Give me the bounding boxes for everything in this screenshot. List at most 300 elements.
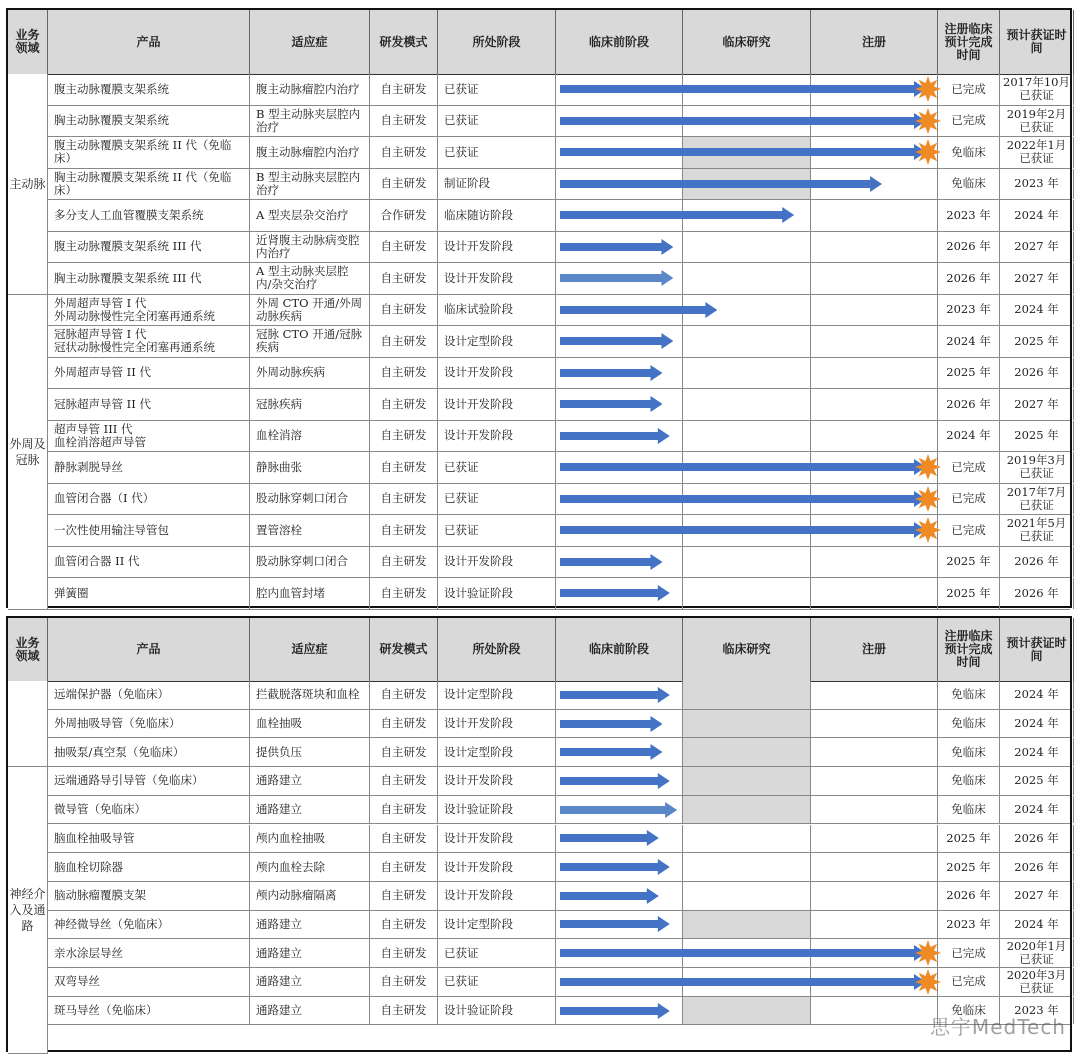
phase-cell	[683, 882, 811, 910]
expected-certification: 2027 年	[1000, 882, 1074, 910]
phase-cell	[683, 389, 811, 420]
current-stage: 制证阶段	[438, 169, 556, 200]
table-row	[8, 939, 1070, 968]
product-name: 远端通路导引导管（免临床）	[48, 767, 250, 795]
header-cell: 研发模式	[370, 618, 438, 681]
phase-cell	[683, 681, 811, 709]
phase-cell	[811, 710, 938, 738]
clinical-completion: 2026 年	[938, 232, 1000, 263]
expected-certification: 2019年2月已获证	[1000, 106, 1074, 137]
expected-certification: 2027 年	[1000, 232, 1074, 263]
table-row	[8, 547, 1070, 579]
progress-arrow	[560, 554, 662, 570]
phase-cell	[683, 767, 811, 795]
expected-certification: 2025 年	[1000, 421, 1074, 452]
rd-mode: 自主研发	[370, 882, 438, 910]
phase-cell	[811, 263, 938, 294]
product-name: 腹主动脉覆膜支架系统 III 代	[48, 232, 250, 263]
phase-cell	[811, 200, 938, 231]
phase-cell	[811, 358, 938, 389]
indication: 颅内血栓抽吸	[250, 825, 370, 853]
phase-cell	[683, 710, 811, 738]
business-segment: 主动脉	[8, 74, 48, 295]
header-cell: 注册	[811, 618, 938, 681]
clinical-completion: 2023 年	[938, 911, 1000, 939]
rd-mode: 自主研发	[370, 968, 438, 996]
expected-certification: 2025 年	[1000, 767, 1074, 795]
business-segment	[8, 681, 48, 767]
expected-certification: 2017年10月已获证	[1000, 74, 1074, 105]
product-name: 血管闭合器 II 代	[48, 547, 250, 578]
progress-arrow	[560, 176, 882, 192]
header-cell: 适应症	[250, 10, 370, 74]
indication: 血栓抽吸	[250, 710, 370, 738]
indication: 外周动脉疾病	[250, 358, 370, 389]
clinical-completion: 2024 年	[938, 326, 1000, 357]
expected-certification: 2017年7月已获证	[1000, 484, 1074, 515]
product-name: 外周超声导管 II 代	[48, 358, 250, 389]
table-row	[8, 137, 1070, 169]
header-cell: 业务领域	[8, 618, 48, 681]
table-row	[8, 484, 1070, 516]
progress-arrow	[560, 81, 926, 97]
table-row	[8, 882, 1070, 911]
product-name: 亲水涂层导丝	[48, 939, 250, 967]
progress-arrow	[560, 239, 673, 255]
rd-mode: 自主研发	[370, 515, 438, 546]
clinical-completion: 免临床	[938, 738, 1000, 766]
current-stage: 设计开发阶段	[438, 263, 556, 294]
phase-cell	[811, 997, 938, 1025]
clinical-completion: 免临床	[938, 710, 1000, 738]
clinical-completion: 2025 年	[938, 547, 1000, 578]
current-stage: 设计开发阶段	[438, 358, 556, 389]
progress-arrow	[560, 974, 926, 990]
phase-cell	[683, 578, 811, 609]
phase-cell	[811, 853, 938, 881]
table-row	[8, 578, 1070, 610]
phase-cell	[683, 796, 811, 824]
expected-certification: 2026 年	[1000, 358, 1074, 389]
current-stage: 已获证	[438, 74, 556, 105]
indication: 腹主动脉瘤腔内治疗	[250, 74, 370, 105]
rd-mode: 自主研发	[370, 358, 438, 389]
expected-certification: 2024 年	[1000, 710, 1074, 738]
progress-arrow	[560, 716, 662, 732]
progress-arrow	[560, 207, 794, 223]
progress-arrow	[560, 830, 659, 846]
clinical-completion: 已完成	[938, 74, 1000, 105]
current-stage: 已获证	[438, 515, 556, 546]
phase-cell	[683, 326, 811, 357]
indication: 股动脉穿刺口闭合	[250, 484, 370, 515]
phase-cell	[811, 681, 938, 709]
progress-arrow	[560, 144, 926, 160]
progress-arrow	[560, 773, 670, 789]
expected-certification: 2024 年	[1000, 200, 1074, 231]
product-name: 弹簧圈	[48, 578, 250, 609]
product-name: 一次性使用输注导管包	[48, 515, 250, 546]
progress-arrow	[560, 1003, 670, 1019]
progress-arrow	[560, 428, 670, 444]
header-cell: 适应症	[250, 618, 370, 681]
indication: 股动脉穿刺口闭合	[250, 547, 370, 578]
phase-cell	[811, 825, 938, 853]
product-name: 胸主动脉覆膜支架系统 III 代	[48, 263, 250, 294]
current-stage: 设计定型阶段	[438, 681, 556, 709]
indication: 通路建立	[250, 796, 370, 824]
clinical-completion: 免临床	[938, 997, 1000, 1025]
phase-cell	[811, 547, 938, 578]
phase-cell	[683, 911, 811, 939]
certified-star-icon	[915, 517, 941, 543]
current-stage: 已获证	[438, 968, 556, 996]
expected-certification: 2024 年	[1000, 796, 1074, 824]
phase-cell	[811, 767, 938, 795]
table-row	[8, 295, 1070, 327]
certified-star-icon	[915, 454, 941, 480]
product-name: 胸主动脉覆膜支架系统	[48, 106, 250, 137]
rd-mode: 自主研发	[370, 939, 438, 967]
table-row	[8, 997, 1070, 1026]
phase-cell	[811, 738, 938, 766]
table-row	[8, 389, 1070, 421]
table-row	[8, 853, 1070, 882]
phase-cell	[811, 911, 938, 939]
indication: 置管溶栓	[250, 515, 370, 546]
product-name: 多分支人工血管覆膜支架系统	[48, 200, 250, 231]
clinical-completion: 免临床	[938, 137, 1000, 168]
product-name: 远端保护器（免临床）	[48, 681, 250, 709]
clinical-completion: 2025 年	[938, 853, 1000, 881]
rd-mode: 自主研发	[370, 681, 438, 709]
header-cell: 临床研究	[683, 618, 811, 681]
header-cell: 预计获证时间	[1000, 618, 1074, 681]
clinical-completion: 已完成	[938, 106, 1000, 137]
progress-arrow	[560, 859, 670, 875]
indication: 外周 CTO 开通/外周动脉疾病	[250, 295, 370, 326]
progress-arrow	[560, 687, 670, 703]
clinical-completion: 已完成	[938, 939, 1000, 967]
phase-cell	[811, 578, 938, 609]
indication: 拦截脱落斑块和血栓	[250, 681, 370, 709]
expected-certification: 2020年1月已获证	[1000, 939, 1074, 967]
expected-certification: 2025 年	[1000, 326, 1074, 357]
current-stage: 设计开发阶段	[438, 547, 556, 578]
rd-mode: 自主研发	[370, 853, 438, 881]
phase-cell	[683, 853, 811, 881]
certified-star-icon	[915, 940, 941, 966]
indication: A 型主动脉夹层腔内/杂交治疗	[250, 263, 370, 294]
indication: 血栓消溶	[250, 421, 370, 452]
expected-certification: 2023 年	[1000, 997, 1074, 1025]
indication: 静脉曲张	[250, 452, 370, 483]
clinical-completion: 免临床	[938, 681, 1000, 709]
phase-cell	[683, 997, 811, 1025]
current-stage: 临床随访阶段	[438, 200, 556, 231]
expected-certification: 2026 年	[1000, 547, 1074, 578]
progress-arrow	[560, 744, 662, 760]
indication: 通路建立	[250, 997, 370, 1025]
clinical-completion: 2026 年	[938, 882, 1000, 910]
pipeline-table-1	[6, 8, 1072, 608]
phase-cell	[811, 421, 938, 452]
rd-mode: 自主研发	[370, 825, 438, 853]
phase-cell	[683, 547, 811, 578]
progress-arrow	[560, 522, 926, 538]
indication: 腔内血管封堵	[250, 578, 370, 609]
phase-cell	[683, 232, 811, 263]
expected-certification: 2024 年	[1000, 681, 1074, 709]
current-stage: 设计开发阶段	[438, 882, 556, 910]
current-stage: 设计定型阶段	[438, 326, 556, 357]
expected-certification: 2024 年	[1000, 911, 1074, 939]
clinical-completion: 免临床	[938, 796, 1000, 824]
phase-cell	[683, 358, 811, 389]
current-stage: 已获证	[438, 106, 556, 137]
expected-certification: 2026 年	[1000, 578, 1074, 609]
indication: B 型主动脉夹层腔内治疗	[250, 106, 370, 137]
product-name: 斑马导丝（免临床）	[48, 997, 250, 1025]
current-stage: 设计定型阶段	[438, 738, 556, 766]
expected-certification: 2027 年	[1000, 263, 1074, 294]
rd-mode: 自主研发	[370, 169, 438, 200]
current-stage: 设计开发阶段	[438, 853, 556, 881]
indication: 冠脉 CTO 开通/冠脉疾病	[250, 326, 370, 357]
product-name: 脑血栓切除器	[48, 853, 250, 881]
rd-mode: 自主研发	[370, 997, 438, 1025]
progress-arrow	[560, 945, 926, 961]
rd-mode: 自主研发	[370, 232, 438, 263]
expected-certification: 2021年5月已获证	[1000, 515, 1074, 546]
indication: 腹主动脉瘤腔内治疗	[250, 137, 370, 168]
current-stage: 已获证	[438, 137, 556, 168]
clinical-completion: 已完成	[938, 968, 1000, 996]
clinical-completion: 免临床	[938, 767, 1000, 795]
current-stage: 设计定型阶段	[438, 911, 556, 939]
indication: 颅内血栓去除	[250, 853, 370, 881]
table-header	[8, 618, 1070, 682]
table-row	[8, 358, 1070, 390]
rd-mode: 自主研发	[370, 389, 438, 420]
table-row	[8, 968, 1070, 997]
header-cell: 产品	[48, 10, 250, 74]
indication: 通路建立	[250, 911, 370, 939]
product-name: 静脉剥脱导丝	[48, 452, 250, 483]
business-segment: 神经介入及通路	[8, 767, 48, 1054]
rd-mode: 自主研发	[370, 767, 438, 795]
phase-cell	[683, 738, 811, 766]
indication: 近肾腹主动脉病变腔内治疗	[250, 232, 370, 263]
watermark: 思宇MedTech	[929, 1015, 1066, 1039]
certified-star-icon	[915, 76, 941, 102]
progress-arrow	[560, 270, 673, 286]
rd-mode: 自主研发	[370, 295, 438, 326]
rd-mode: 合作研发	[370, 200, 438, 231]
progress-arrow	[560, 802, 677, 818]
product-name: 血管闭合器（I 代）	[48, 484, 250, 515]
header-cell: 研发模式	[370, 10, 438, 74]
product-name: 脑血栓抽吸导管	[48, 825, 250, 853]
progress-arrow	[560, 333, 673, 349]
progress-arrow	[560, 365, 662, 381]
indication: 冠脉疾病	[250, 389, 370, 420]
product-name: 胸主动脉覆膜支架系统 II 代（免临床）	[48, 169, 250, 200]
phase-cell	[811, 232, 938, 263]
table-row	[8, 515, 1070, 547]
table-row	[8, 796, 1070, 825]
clinical-completion: 2023 年	[938, 200, 1000, 231]
current-stage: 设计开发阶段	[438, 767, 556, 795]
table-row	[8, 911, 1070, 940]
progress-arrow	[560, 916, 670, 932]
indication: 提供负压	[250, 738, 370, 766]
table-row	[8, 681, 1070, 710]
product-name: 微导管（免临床）	[48, 796, 250, 824]
rd-mode: 自主研发	[370, 137, 438, 168]
header-cell: 所处阶段	[438, 618, 556, 681]
phase-cell	[811, 882, 938, 910]
header-cell: 注册	[811, 10, 938, 74]
business-segment: 外周及冠脉	[8, 295, 48, 610]
rd-mode: 自主研发	[370, 421, 438, 452]
current-stage: 设计验证阶段	[438, 578, 556, 609]
certified-star-icon	[915, 969, 941, 995]
clinical-completion: 2026 年	[938, 389, 1000, 420]
progress-arrow	[560, 113, 926, 129]
header-cell: 所处阶段	[438, 10, 556, 74]
progress-arrow	[560, 302, 717, 318]
rd-mode: 自主研发	[370, 452, 438, 483]
progress-arrow	[560, 491, 926, 507]
current-stage: 已获证	[438, 452, 556, 483]
header-cell: 预计获证时间	[1000, 10, 1074, 74]
table-row	[8, 232, 1070, 264]
expected-certification: 2024 年	[1000, 295, 1074, 326]
current-stage: 设计开发阶段	[438, 710, 556, 738]
clinical-completion: 2026 年	[938, 263, 1000, 294]
indication: 通路建立	[250, 968, 370, 996]
current-stage: 设计开发阶段	[438, 825, 556, 853]
pipeline-table-2	[6, 616, 1072, 1052]
table-row	[8, 169, 1070, 201]
clinical-completion: 免临床	[938, 169, 1000, 200]
indication: 颅内动脉瘤隔离	[250, 882, 370, 910]
rd-mode: 自主研发	[370, 74, 438, 105]
product-name: 冠脉超声导管 I 代 冠状动脉慢性完全闭塞再通系统	[48, 326, 250, 357]
progress-arrow	[560, 396, 662, 412]
certified-star-icon	[915, 486, 941, 512]
table-row	[8, 326, 1070, 358]
header-cell: 注册临床预计完成时间	[938, 10, 1000, 74]
clinical-completion: 已完成	[938, 484, 1000, 515]
header-cell: 产品	[48, 618, 250, 681]
rd-mode: 自主研发	[370, 796, 438, 824]
table-header	[8, 10, 1070, 75]
indication: 通路建立	[250, 767, 370, 795]
expected-certification: 2019年3月已获证	[1000, 452, 1074, 483]
product-name: 外周抽吸导管（免临床）	[48, 710, 250, 738]
rd-mode: 自主研发	[370, 263, 438, 294]
header-cell: 注册临床预计完成时间	[938, 618, 1000, 681]
rd-mode: 自主研发	[370, 547, 438, 578]
expected-certification: 2023 年	[1000, 169, 1074, 200]
certified-star-icon	[915, 139, 941, 165]
header-cell: 临床前阶段	[556, 10, 683, 74]
indication: 通路建立	[250, 939, 370, 967]
table-row	[8, 263, 1070, 295]
table-row	[8, 710, 1070, 739]
rd-mode: 自主研发	[370, 911, 438, 939]
header-cell: 临床前阶段	[556, 618, 683, 681]
product-name: 超声导管 III 代 血栓消溶超声导管	[48, 421, 250, 452]
current-stage: 设计开发阶段	[438, 232, 556, 263]
table-row	[8, 106, 1070, 138]
phase-cell	[811, 796, 938, 824]
rd-mode: 自主研发	[370, 578, 438, 609]
table-row	[8, 452, 1070, 484]
clinical-completion: 2025 年	[938, 578, 1000, 609]
expected-certification: 2020年3月已获证	[1000, 968, 1074, 996]
certified-star-icon	[915, 108, 941, 134]
progress-arrow	[560, 459, 926, 475]
product-name: 腹主动脉覆膜支架系统	[48, 74, 250, 105]
table-row	[8, 767, 1070, 796]
table-row	[8, 421, 1070, 453]
phase-cell	[811, 326, 938, 357]
rd-mode: 自主研发	[370, 484, 438, 515]
current-stage: 设计开发阶段	[438, 421, 556, 452]
clinical-completion: 2025 年	[938, 825, 1000, 853]
product-name: 抽吸泵/真空泵（免临床）	[48, 738, 250, 766]
rd-mode: 自主研发	[370, 738, 438, 766]
header-cell: 临床研究	[683, 10, 811, 74]
progress-arrow	[560, 888, 659, 904]
rd-mode: 自主研发	[370, 106, 438, 137]
progress-arrow	[560, 585, 670, 601]
table-row	[8, 738, 1070, 767]
indication: A 型夹层杂交治疗	[250, 200, 370, 231]
product-name: 腹主动脉覆膜支架系统 II 代（免临床）	[48, 137, 250, 168]
phase-cell	[683, 825, 811, 853]
header-cell: 业务领域	[8, 10, 48, 74]
table-row	[8, 74, 1070, 106]
current-stage: 设计开发阶段	[438, 389, 556, 420]
phase-cell	[811, 389, 938, 420]
current-stage: 临床试验阶段	[438, 295, 556, 326]
current-stage: 设计验证阶段	[438, 997, 556, 1025]
clinical-completion: 已完成	[938, 452, 1000, 483]
phase-cell	[683, 263, 811, 294]
expected-certification: 2027 年	[1000, 389, 1074, 420]
clinical-completion: 2023 年	[938, 295, 1000, 326]
phase-cell	[811, 295, 938, 326]
current-stage: 设计验证阶段	[438, 796, 556, 824]
product-name: 神经微导丝（免临床）	[48, 911, 250, 939]
table-row	[8, 825, 1070, 854]
phase-cell	[683, 421, 811, 452]
table-row	[8, 200, 1070, 232]
product-name: 冠脉超声导管 II 代	[48, 389, 250, 420]
expected-certification: 2026 年	[1000, 825, 1074, 853]
clinical-completion: 2024 年	[938, 421, 1000, 452]
indication: B 型主动脉夹层腔内治疗	[250, 169, 370, 200]
product-name: 双弯导丝	[48, 968, 250, 996]
expected-certification: 2026 年	[1000, 853, 1074, 881]
product-name: 外周超声导管 I 代 外周动脉慢性完全闭塞再通系统	[48, 295, 250, 326]
expected-certification: 2024 年	[1000, 738, 1074, 766]
product-name: 脑动脉瘤覆膜支架	[48, 882, 250, 910]
